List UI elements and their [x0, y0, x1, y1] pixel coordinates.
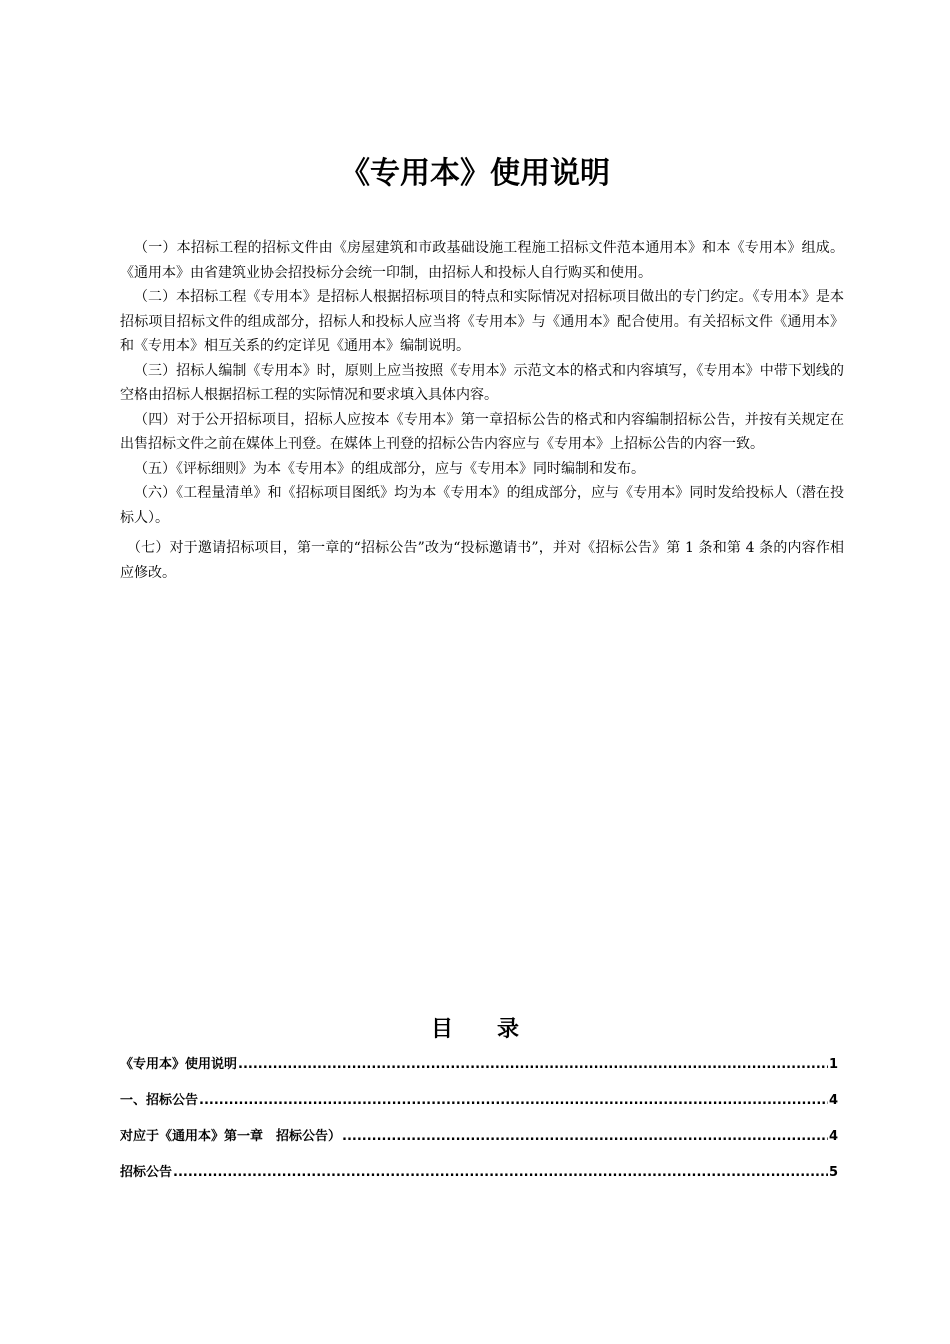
paragraph-2: （二）本招标工程《专用本》是招标人根据招标项目的特点和实际情况对招标项目做出的专门约定。《专用本》是本招标项目招标文件的组成部分，招标人和投标人应当将《专用本》与《通用本》配合使用。有关招标文件《通用本》和《专用本》相互关系的约定详见《通用本》编制说明。 [120, 289, 844, 354]
toc-entry-label: 一、招标公告 [120, 1093, 199, 1108]
toc-entry[interactable] [120, 1158, 838, 1194]
toc-entry[interactable] [120, 1086, 838, 1122]
toc-entry-label: 《专用本》使用说明 [120, 1057, 238, 1072]
toc-title: 目录 [430, 1017, 563, 1042]
toc-entry-label: 招标公告 [120, 1165, 173, 1180]
toc-entry-label: 对应于《通用本》第一章 招标公告） [120, 1129, 342, 1144]
paragraph-1: （一）本招标工程的招标文件由《房屋建筑和市政基础设施工程施工招标文件范本通用本》和本《专用本》组成。《通用本》由省建筑业协会招投标分会统一印制，由招标人和投标人自行购买和使用。 [120, 240, 844, 281]
toc-leader-dots [342, 1122, 828, 1152]
toc-entry-page: 5 [828, 1165, 838, 1180]
paragraph-6: （六）《工程量清单》和《招标项目图纸》均为本《专用本》的组成部分，应与《专用本》同时发给投标人（潜在投标人）。 [120, 485, 844, 526]
table-of-contents [120, 1050, 838, 1194]
toc-entry[interactable] [120, 1050, 838, 1086]
toc-leader-dots [238, 1050, 828, 1080]
toc-entry-page: 4 [828, 1093, 838, 1108]
toc-leader-dots [199, 1086, 828, 1116]
paragraph-4: （四）对于公开招标项目，招标人应按本《专用本》第一章招标公告的格式和内容编制招标公告，并按有关规定在出售招标文件之前在媒体上刊登。在媒体上刊登的招标公告内容应与《专用本》上招标公告的内容一致。 [120, 411, 844, 452]
paragraph-5: （五）《评标细则》为本《专用本》的组成部分，应与《专用本》同时编制和发布。 [134, 460, 645, 477]
toc-entry-page: 1 [828, 1057, 838, 1072]
paragraph-7: （七）对于邀请招标项目，第一章的“招标公告”改为“投标邀请书”，并对《招标公告》第 1 条和第 4 条的内容作相应修改。 [120, 540, 844, 581]
paragraph-3: （三）招标人编制《专用本》时，原则上应当按照《专用本》示范文本的格式和内容填写，《专用本》中带下划线的空格由招标人根据招标工程的实际情况和要求填入具体内容。 [120, 362, 844, 403]
toc-entry[interactable] [120, 1122, 838, 1158]
instructions-body [120, 236, 844, 585]
toc-leader-dots [173, 1158, 828, 1188]
document-title: 《专用本》使用说明 [340, 156, 610, 191]
toc-entry-page: 4 [828, 1129, 838, 1144]
